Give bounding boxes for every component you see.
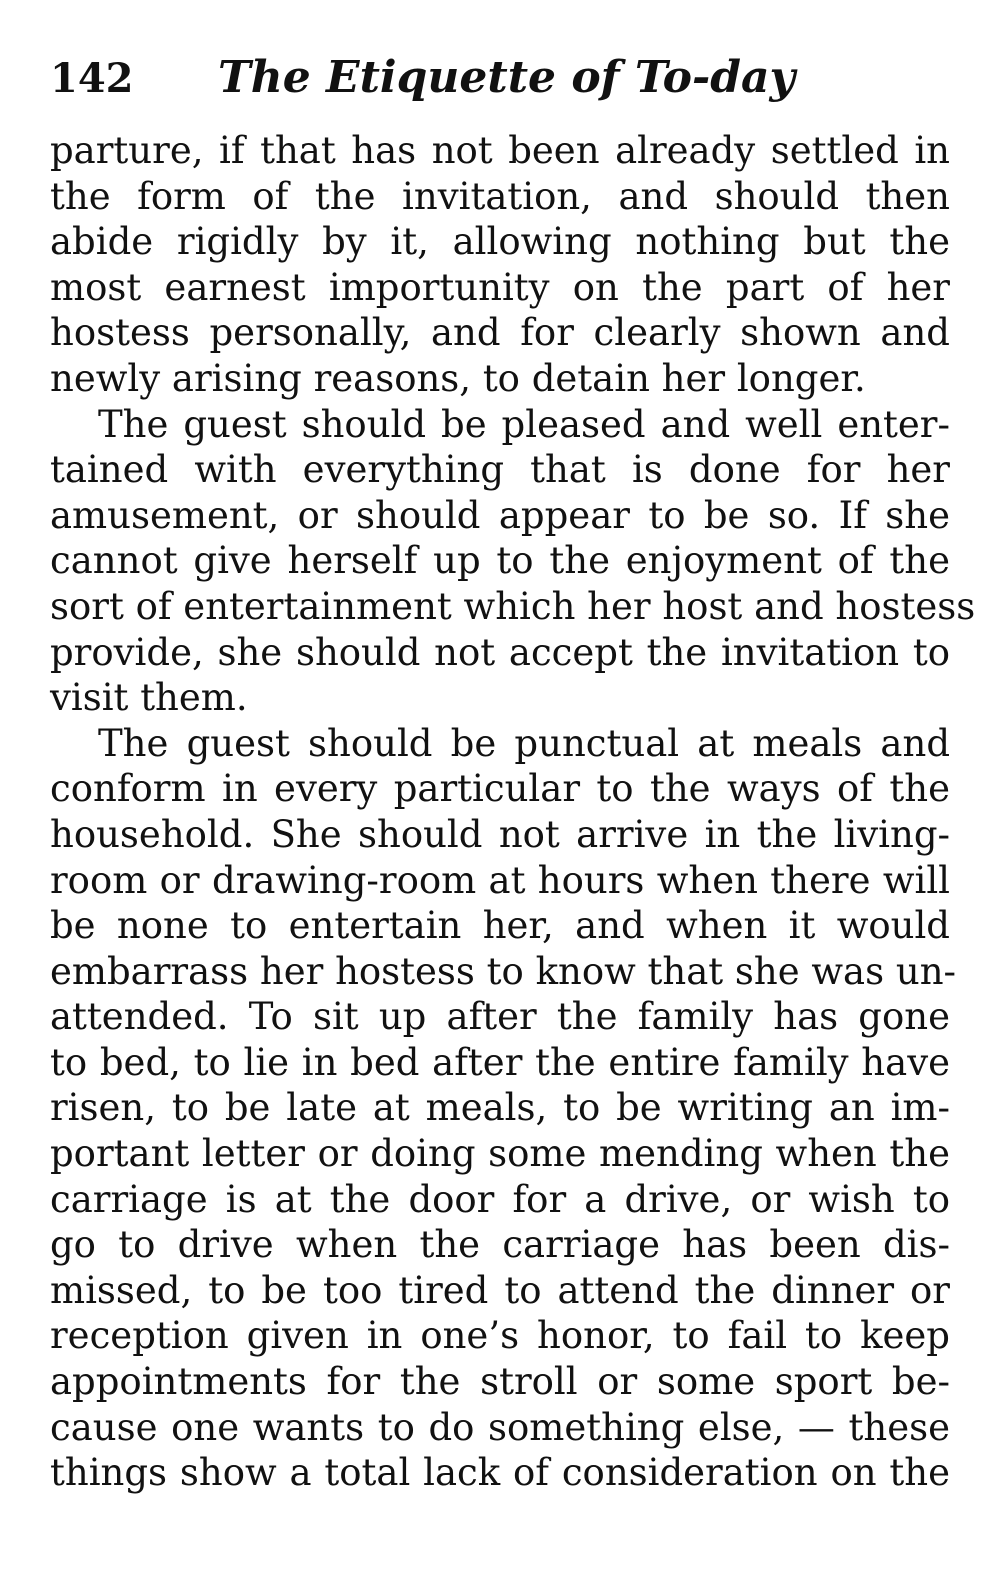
- text-line: provide, she should not accept the invitation to: [50, 630, 950, 674]
- text-line: appointments for the stroll or some sport be-: [50, 1360, 950, 1404]
- paragraph-2: [50, 402, 976, 721]
- text-line: conform in every particular to the ways of the: [50, 767, 950, 811]
- page-body: [50, 128, 976, 1496]
- text-line: visit them.: [50, 676, 248, 720]
- text-line: room or drawing-room at hours when there will: [50, 858, 950, 902]
- text-line: risen, to be late at meals, to be writing an im-: [50, 1086, 950, 1130]
- page-header: [50, 52, 950, 122]
- text-line: reception given in one’s honor, to fail to keep: [50, 1314, 950, 1358]
- text-line: the form of the invitation, and should then: [50, 174, 950, 218]
- paragraph-1: [50, 128, 950, 402]
- text-line: embarrass her hostess to know that she was un-: [50, 949, 957, 993]
- text-line: attended. To sit up after the family has gone: [50, 995, 950, 1039]
- text-line: tained with everything that is done for her: [50, 448, 950, 492]
- text-line: most earnest importunity on the part of her: [50, 265, 950, 309]
- text-line: cannot give herself up to the enjoyment of the: [50, 539, 950, 583]
- text-line: newly arising reasons, to detain her longer.: [50, 356, 866, 400]
- book-page: [50, 52, 976, 1496]
- text-line: sort of entertainment which her host and hostess: [50, 584, 976, 628]
- text-line: hostess personally, and for clearly shown and: [50, 311, 950, 355]
- text-line: portant letter or doing some mending when the: [50, 1132, 950, 1176]
- text-line: go to drive when the carriage has been dis-: [50, 1223, 950, 1267]
- paragraph-3: [50, 721, 957, 1496]
- text-line: be none to entertain her, and when it would: [50, 904, 950, 948]
- running-title: The Etiquette of To-day: [218, 52, 796, 103]
- text-line: household. She should not arrive in the living-: [50, 812, 950, 856]
- text-line: to bed, to lie in bed after the entire family have: [50, 1040, 950, 1084]
- text-line: carriage is at the door for a drive, or wish to: [50, 1177, 950, 1221]
- text-line: parture, if that has not been already settled in: [50, 129, 950, 172]
- page-number: 142: [50, 55, 134, 102]
- text-line: amusement, or should appear to be so. If she: [50, 493, 950, 537]
- text-line: cause one wants to do something else, — these: [50, 1405, 950, 1449]
- text-line: abide rigidly by it, allowing nothing but the: [50, 220, 950, 264]
- text-line: The guest should be punctual at meals and: [98, 721, 950, 765]
- text-line: missed, to be too tired to attend the dinner or: [50, 1268, 950, 1312]
- text-line: The guest should be pleased and well enter-: [98, 402, 950, 446]
- text-line: things show a total lack of consideration on the: [50, 1451, 950, 1495]
